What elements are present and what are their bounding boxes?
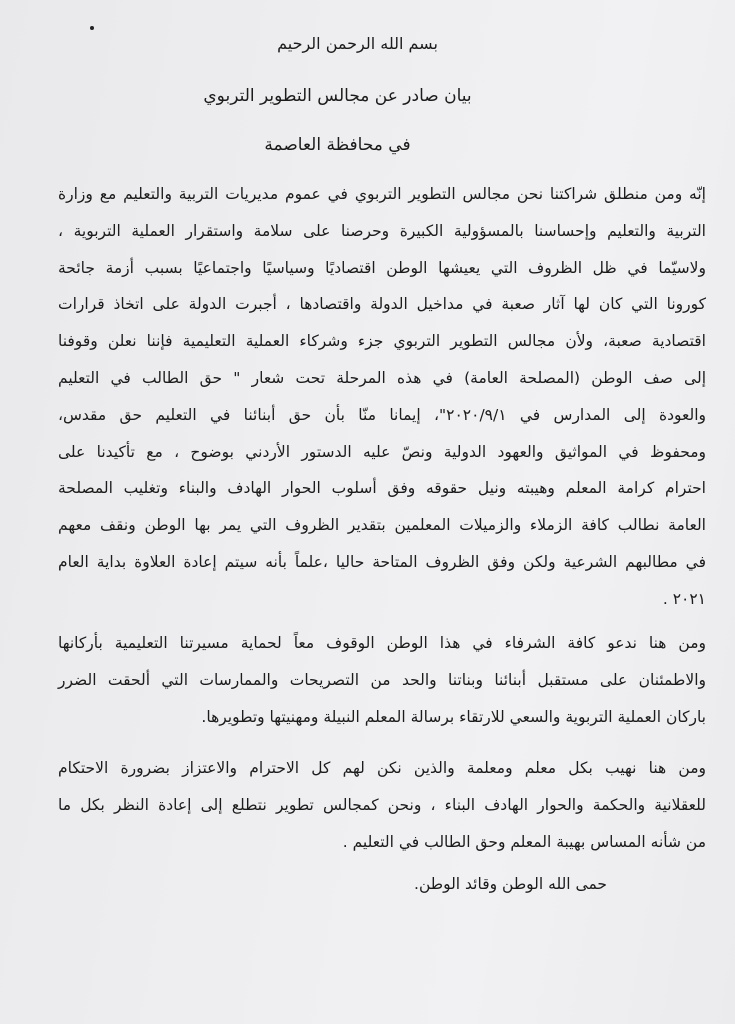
paragraph-line: للعقلانية والحكمة والحوار الهادف البناء ، ونحن كمجالس تطوير نتطلع إلى إعادة النظر بكل ما: [58, 795, 706, 814]
paragraph-line: التربية والتعليم وإحساسنا بالمسؤولية الكبيرة وحرصنا على سلامة واستقرار العملية التربوية ،: [58, 221, 706, 240]
statement-title: بيان صادر عن مجالس التطوير التربوي: [203, 86, 472, 106]
paragraph-line: ٢٠٢١ .: [662, 589, 706, 608]
paragraph-line: من شأنه المساس بهيبة المعلم وحق الطالب في التعليم .: [342, 832, 706, 851]
paragraph-line: إلى صف الوطن (المصلحة العامة) في هذه المرحلة تحت شعار " حق الطالب في التعليم: [58, 368, 706, 387]
paragraph-2: [58, 625, 706, 735]
paragraph-line: ولاسيّما في ظل الظروف التي يعيشها الوطن اقتصاديًا وسياسيًا واجتماعيًا بسبب أزمة جائحة: [58, 258, 706, 277]
paragraph-line: إنّه ومن منطلق شراكتنا نحن مجالس التطوير التربوي في عموم مديريات التربية والتعليم مع وزارة: [58, 185, 706, 203]
paragraph-line: اقتصادية صعبة، ولأن مجالس التطوير التربوي جزء وشركاء العملية التعليمية فإننا نعلن وقوفنا: [58, 332, 706, 351]
paragraph-line: العامة نطالب كافة الزملاء والزميلات المعلمين بتقدير الظروف التي يمر بها الوطن ونقف معهم: [58, 516, 706, 535]
paragraph-line: احترام كرامة المعلم وهيبته ونيل حقوقه وفق أسلوب الحوار الهادف والبناء وتغليب المصلحة: [58, 479, 706, 498]
basmala: بسم الله الرحمن الرحيم: [277, 34, 438, 53]
paragraph-line: ومن هنا نهيب بكل معلم ومعلمة والذين نكن لهم كل الاحترام والاعتزاز بضرورة الاحتكام: [58, 759, 706, 777]
paragraph-line: والاطمئنان على مستقبل أبنائنا وبناتنا والحد من التصريحات والممارسات التي ألحقت الضرر: [58, 670, 706, 689]
paragraph-line: في مطالبهم الشرعية ولكن وفق الظروف المتاحة حاليا ،علماً بأنه سيتم إعادة العلاوة بداية العام: [58, 552, 706, 571]
paragraph-line: ومن هنا ندعو كافة الشرفاء في هذا الوطن الوقوف معاً لحماية مسيرتنا التعليمية بأركانها: [58, 634, 706, 652]
paragraph-1: [58, 176, 706, 618]
paragraph-line: ومحفوظ في المواثيق والعهود الدولية ونصّ عليه الدستور الأردني بوضوح ، مع تأكيدنا على: [58, 442, 706, 461]
paragraph-line: والعودة إلى المدارس في ٢٠٢٠/٩/١"، إيمانا منّا بأن حق أبنائنا في التعليم حق مقدس،: [58, 405, 706, 424]
closing-line: حمى الله الوطن وقائد الوطن.: [414, 875, 607, 893]
paragraph-3: [58, 750, 706, 860]
paragraph-line: باركان العملية التربوية والسعي للارتقاء برسالة المعلم النبيلة ومهنيتها وتطويرها.: [201, 707, 706, 726]
ink-dot: [90, 26, 94, 30]
statement-subtitle: في محافظة العاصمة: [264, 135, 411, 155]
paragraph-line: كورونا التي كان لها آثار صعبة في مداخيل الدولة واقتصادها ، أجبرت الدولة على اتخاذ قرارات: [58, 295, 706, 314]
